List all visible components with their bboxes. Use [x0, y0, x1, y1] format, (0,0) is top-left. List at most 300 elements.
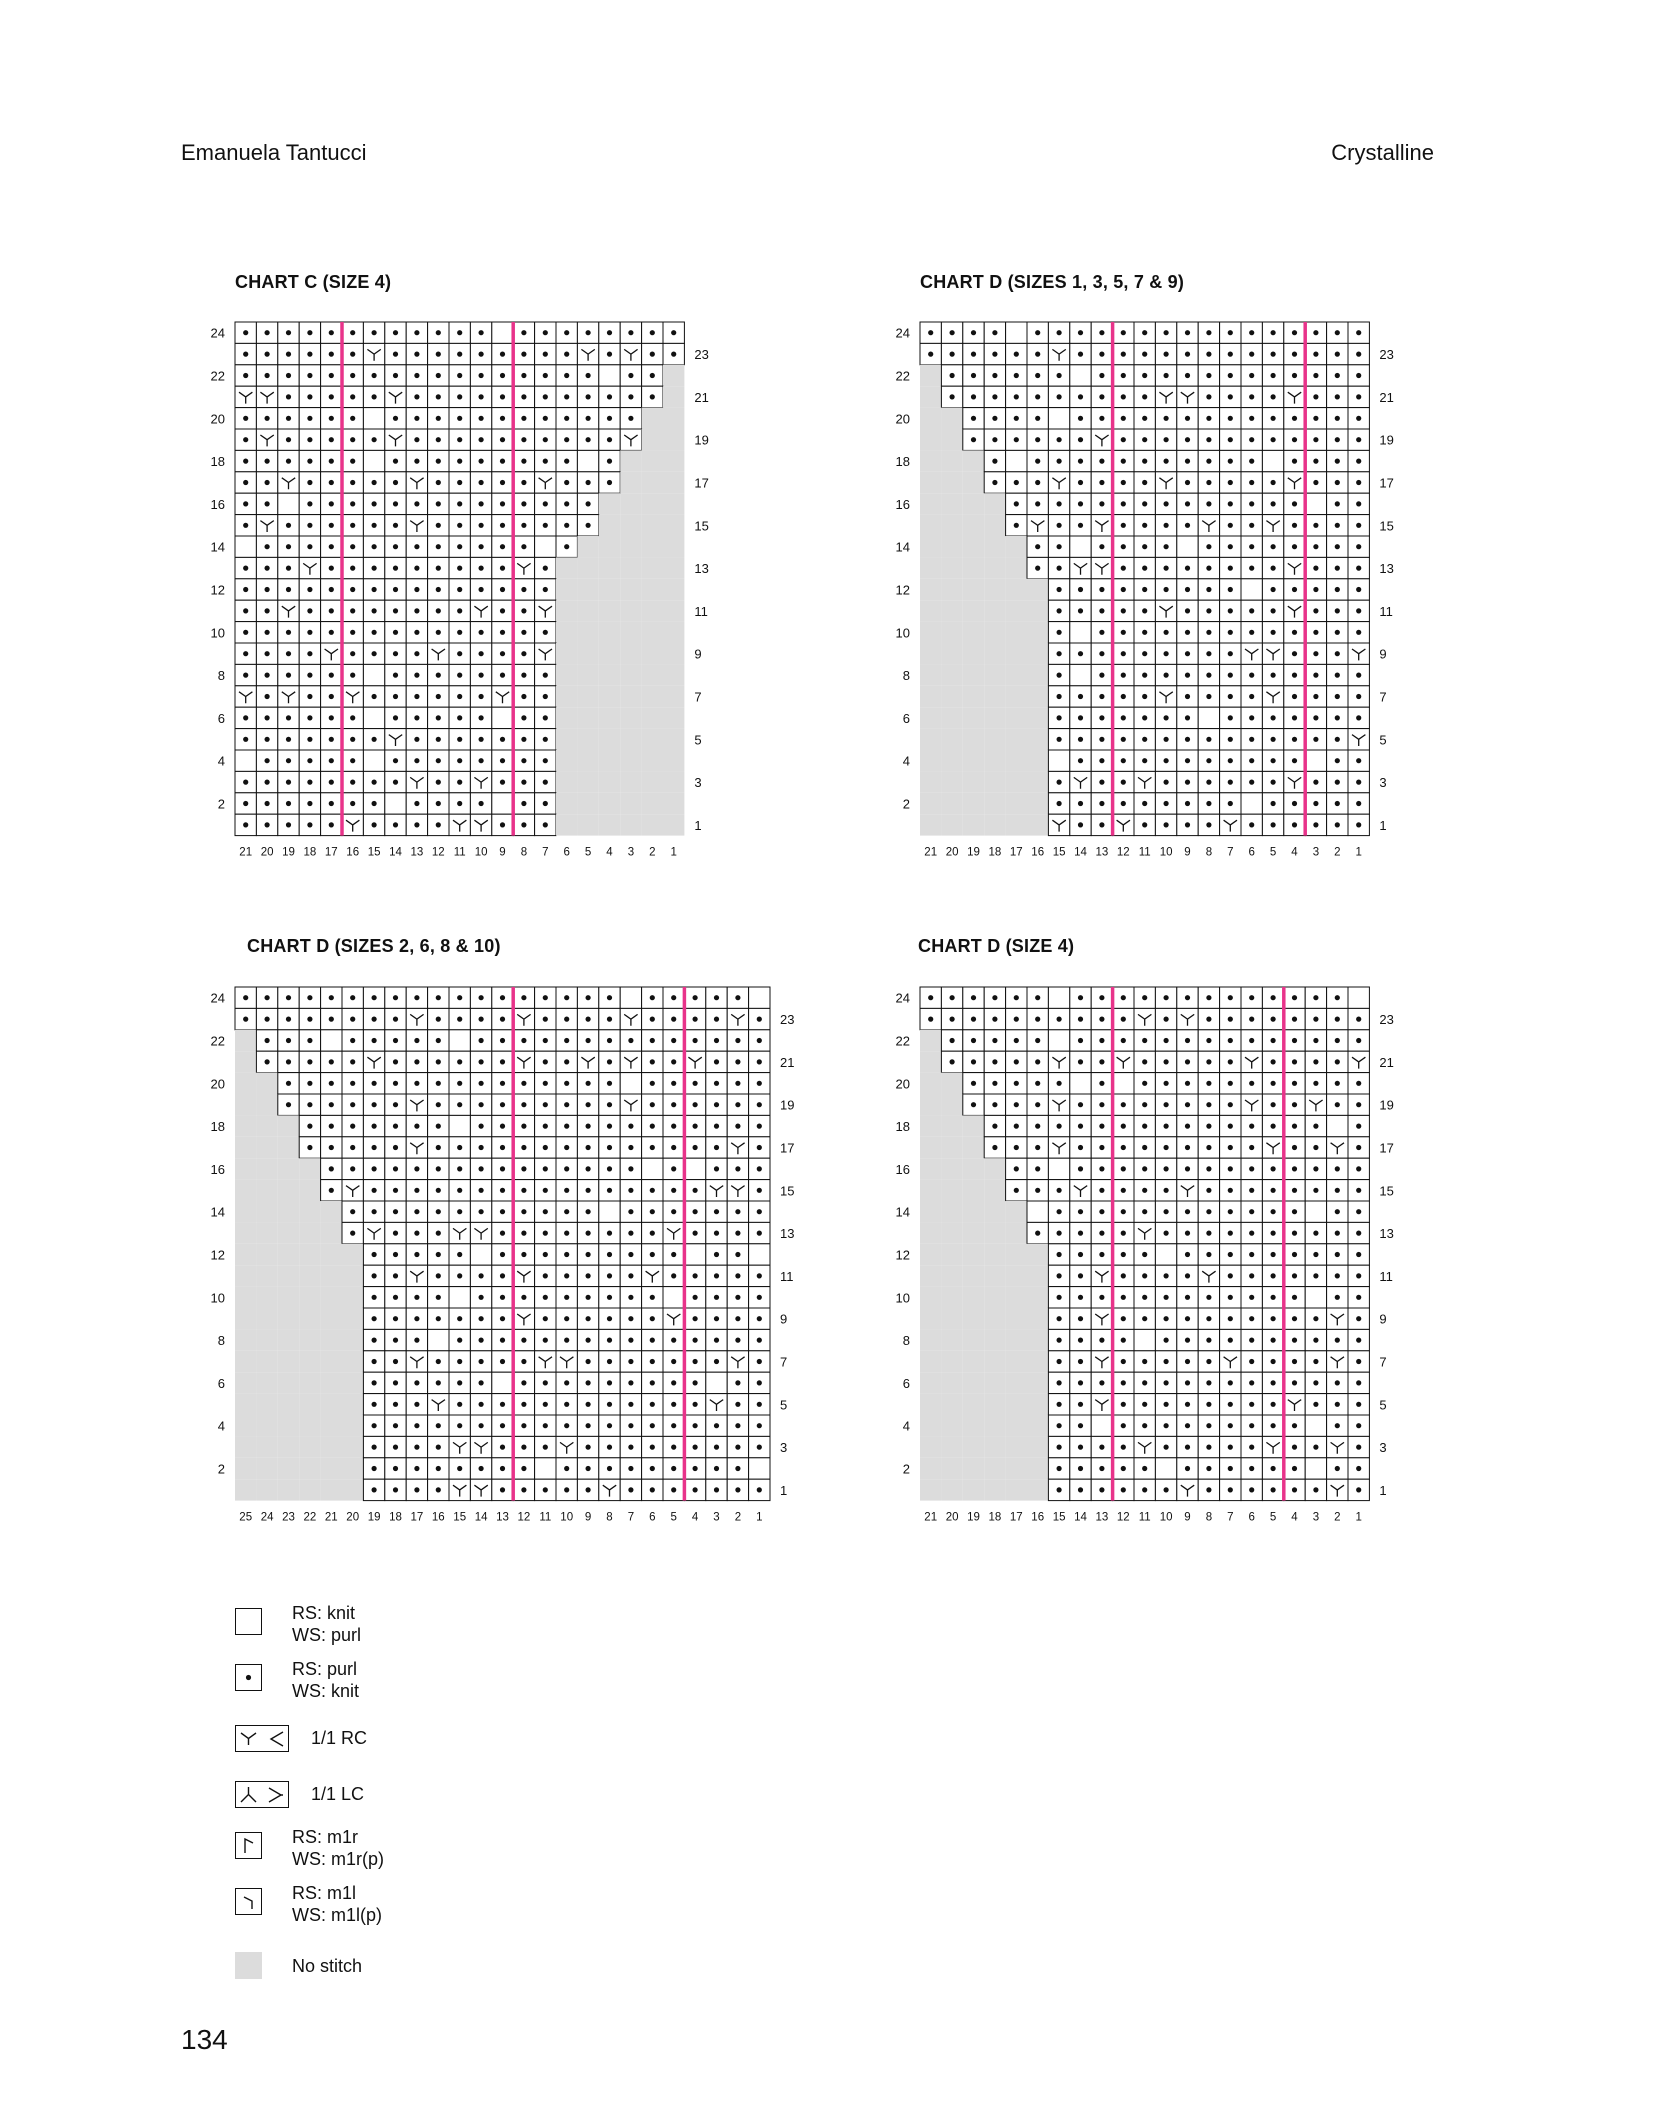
purl-dot	[1185, 1402, 1190, 1407]
purl-dot	[650, 1102, 655, 1107]
purl-dot	[1014, 373, 1019, 378]
purl-dot	[1142, 715, 1147, 720]
purl-dot	[1078, 480, 1083, 485]
purl-dot	[1142, 1188, 1147, 1193]
purl-dot	[1078, 1316, 1083, 1321]
purl-dot	[436, 544, 441, 549]
purl-dot	[436, 1359, 441, 1364]
purl-dot	[393, 1273, 398, 1278]
purl-dot	[671, 1017, 676, 1022]
purl-dot	[1121, 1124, 1126, 1129]
row-label-right: 23	[1379, 1012, 1394, 1028]
purl-dot	[1292, 1295, 1297, 1300]
no-stitch-cell	[663, 643, 684, 664]
purl-dot	[1185, 330, 1190, 335]
stitch-cell	[235, 750, 256, 771]
purl-dot	[457, 501, 462, 506]
no-stitch-cell	[1006, 729, 1027, 750]
purl-dot	[286, 437, 291, 442]
purl-dot	[372, 1316, 377, 1321]
stitch-cell	[1091, 1415, 1112, 1436]
purl-dot	[521, 651, 526, 656]
purl-dot	[1078, 694, 1083, 699]
purl-dot	[971, 437, 976, 442]
purl-dot	[457, 1017, 462, 1022]
purl-dot	[757, 1380, 762, 1385]
purl-dot	[714, 1038, 719, 1043]
purl-dot	[671, 1059, 676, 1064]
purl-dot	[457, 608, 462, 613]
purl-dot	[1206, 1338, 1211, 1343]
no-stitch-cell	[663, 771, 684, 792]
purl-dot	[735, 1380, 740, 1385]
purl-dot	[372, 1402, 377, 1407]
purl-dot	[1228, 459, 1233, 464]
purl-dot	[393, 651, 398, 656]
no-stitch-cell	[278, 1158, 299, 1179]
no-stitch-cell	[1027, 1394, 1048, 1415]
purl-dot	[586, 1359, 591, 1364]
purl-dot	[1356, 373, 1361, 378]
purl-dot	[521, 995, 526, 1000]
purl-dot	[1099, 651, 1104, 656]
purl-dot	[521, 737, 526, 742]
legend-rc-label: 1/1 RC	[311, 1728, 368, 1748]
purl-dot	[329, 352, 334, 357]
purl-dot	[1292, 673, 1297, 678]
stitch-cell	[620, 1073, 641, 1094]
purl-dot	[1356, 352, 1361, 357]
purl-dot	[372, 1038, 377, 1043]
no-stitch-cell	[235, 1137, 256, 1158]
purl-dot	[1228, 1209, 1233, 1214]
no-stitch-cell	[663, 386, 684, 407]
purl-dot	[671, 1145, 676, 1150]
no-stitch-cell	[941, 536, 962, 557]
purl-dot	[479, 1209, 484, 1214]
purl-dot	[1313, 1017, 1318, 1022]
purl-dot	[1164, 1059, 1169, 1064]
row-label-right: 21	[1379, 389, 1394, 405]
purl-dot	[735, 1102, 740, 1107]
purl-dot	[1121, 523, 1126, 528]
purl-dot	[1035, 437, 1040, 442]
purl-dot	[1335, 1038, 1340, 1043]
purl-dot	[1164, 1316, 1169, 1321]
purl-dot	[243, 373, 248, 378]
purl-dot	[436, 394, 441, 399]
purl-dot	[1356, 1252, 1361, 1257]
purl-dot	[1292, 1252, 1297, 1257]
purl-dot	[1121, 1188, 1126, 1193]
purl-dot	[1292, 1487, 1297, 1492]
purl-dot	[350, 1231, 355, 1236]
purl-dot	[1142, 1295, 1147, 1300]
purl-dot	[607, 1124, 612, 1129]
purl-dot	[1057, 587, 1062, 592]
purl-dot	[1335, 780, 1340, 785]
purl-dot	[1057, 630, 1062, 635]
purl-dot	[543, 1166, 548, 1171]
no-stitch-cell	[642, 707, 663, 728]
no-stitch-cell	[556, 686, 577, 707]
purl-dot	[329, 737, 334, 742]
purl-dot	[286, 352, 291, 357]
purl-dot	[1228, 587, 1233, 592]
purl-dot	[479, 1423, 484, 1428]
purl-dot	[1313, 416, 1318, 421]
purl-dot	[628, 1487, 633, 1492]
no-stitch-cell	[278, 1329, 299, 1350]
purl-dot	[607, 1445, 612, 1450]
purl-dot	[971, 352, 976, 357]
purl-dot	[479, 416, 484, 421]
purl-dot	[1356, 1380, 1361, 1385]
purl-dot	[1035, 1124, 1040, 1129]
row-label-right: 3	[1379, 775, 1387, 791]
no-stitch-cell	[920, 1351, 941, 1372]
purl-dot	[1271, 801, 1276, 806]
purl-dot	[1057, 1017, 1062, 1022]
purl-dot	[1228, 1017, 1233, 1022]
no-stitch-cell	[1027, 1329, 1048, 1350]
purl-dot	[1164, 1338, 1169, 1343]
purl-dot	[1228, 1038, 1233, 1043]
purl-dot	[757, 1445, 762, 1450]
purl-dot	[543, 501, 548, 506]
column-label: 6	[563, 846, 570, 859]
purl-dot	[1185, 1124, 1190, 1129]
no-stitch-cell	[1006, 771, 1027, 792]
purl-dot	[1335, 737, 1340, 742]
purl-dot	[1206, 330, 1211, 335]
no-stitch-cell	[620, 536, 641, 557]
purl-dot	[286, 416, 291, 421]
purl-dot	[1313, 1316, 1318, 1321]
purl-dot	[479, 352, 484, 357]
purl-dot	[414, 394, 419, 399]
column-label: 8	[1205, 846, 1213, 859]
no-stitch-cell	[642, 408, 663, 429]
purl-dot	[1271, 330, 1276, 335]
purl-dot	[329, 1166, 334, 1171]
purl-dot	[1292, 822, 1297, 827]
column-label: 13	[1095, 1511, 1109, 1524]
purl-dot	[693, 1445, 698, 1450]
purl-dot	[1249, 459, 1254, 464]
stitch-cell	[1070, 622, 1091, 643]
purl-dot	[1206, 1102, 1211, 1107]
no-stitch-cell	[963, 515, 984, 536]
purl-dot	[586, 1380, 591, 1385]
purl-dot	[1249, 780, 1254, 785]
purl-dot	[564, 330, 569, 335]
m1l-symbol	[235, 1888, 262, 1915]
no-stitch-cell	[299, 1458, 320, 1479]
purl-dot	[693, 1295, 698, 1300]
purl-dot	[500, 1338, 505, 1343]
purl-dot	[1206, 1145, 1211, 1150]
purl-dot	[1121, 673, 1126, 678]
no-stitch-cell	[321, 1244, 342, 1265]
stitch-cell	[1134, 1329, 1155, 1350]
purl-dot	[1014, 352, 1019, 357]
purl-dot	[414, 1081, 419, 1086]
row-label-right: 15	[780, 1183, 795, 1199]
column-label: 1	[756, 1511, 763, 1524]
row-label-right: 17	[1379, 475, 1394, 491]
purl-dot	[1142, 630, 1147, 635]
purl-dot	[393, 352, 398, 357]
purl-dot	[436, 1316, 441, 1321]
purl-dot	[693, 1145, 698, 1150]
purl-dot	[586, 373, 591, 378]
running-head-author: Emanuela Tantucci	[181, 140, 367, 165]
purl-dot	[607, 1166, 612, 1171]
purl-dot	[1249, 1316, 1254, 1321]
purl-dot	[521, 630, 526, 635]
purl-dot	[1014, 1188, 1019, 1193]
purl-dot	[1121, 608, 1126, 613]
purl-dot	[414, 416, 419, 421]
purl-dot	[650, 1252, 655, 1257]
no-stitch-cell	[620, 622, 641, 643]
purl-dot	[1185, 630, 1190, 635]
purl-dot	[521, 1188, 526, 1193]
no-stitch-cell	[920, 1329, 941, 1350]
stitch-cell	[363, 408, 384, 429]
purl-dot	[693, 1102, 698, 1107]
purl-dot	[372, 1273, 377, 1278]
purl-dot	[757, 1059, 762, 1064]
purl-dot	[671, 995, 676, 1000]
purl-dot	[543, 1445, 548, 1450]
purl-dot	[286, 630, 291, 635]
purl-dot	[714, 1252, 719, 1257]
purl-dot	[992, 1102, 997, 1107]
purl-dot	[650, 1466, 655, 1471]
purl-dot	[1335, 523, 1340, 528]
purl-dot	[628, 1466, 633, 1471]
purl-dot	[543, 995, 548, 1000]
purl-dot	[500, 1423, 505, 1428]
purl-dot	[414, 1209, 419, 1214]
no-stitch-cell	[963, 1158, 984, 1179]
no-stitch-cell	[1006, 1222, 1027, 1243]
no-stitch-cell	[1027, 771, 1048, 792]
row-label-right: 21	[1379, 1054, 1394, 1070]
purl-dot	[992, 394, 997, 399]
purl-dot	[1057, 1188, 1062, 1193]
purl-dot	[543, 1380, 548, 1385]
purl-dot	[1078, 587, 1083, 592]
purl-dot	[1206, 673, 1211, 678]
purl-dot	[650, 373, 655, 378]
purl-dot	[671, 1402, 676, 1407]
no-stitch-cell	[920, 771, 941, 792]
no-stitch-cell	[920, 600, 941, 621]
purl-dot	[1356, 694, 1361, 699]
purl-dot	[564, 1038, 569, 1043]
purl-dot	[1164, 1359, 1169, 1364]
purl-dot	[628, 1252, 633, 1257]
no-stitch-cell	[920, 1265, 941, 1286]
purl-dot	[1249, 1445, 1254, 1450]
purl-dot	[1121, 1445, 1126, 1450]
purl-dot	[350, 459, 355, 464]
row-label-left: 20	[895, 1076, 910, 1092]
purl-dot	[286, 373, 291, 378]
purl-dot	[1228, 1188, 1233, 1193]
purl-dot	[1313, 1252, 1318, 1257]
purl-dot	[607, 1380, 612, 1385]
purl-dot	[1185, 587, 1190, 592]
row-label-right: 9	[1379, 1311, 1387, 1327]
purl-dot	[1292, 1380, 1297, 1385]
purl-dot	[1206, 1166, 1211, 1171]
stitch-cell	[1070, 536, 1091, 557]
purl-dot	[628, 1124, 633, 1129]
no-stitch-cell	[941, 814, 962, 835]
purl-dot	[1356, 1338, 1361, 1343]
purl-dot	[1142, 694, 1147, 699]
purl-dot	[436, 1273, 441, 1278]
no-stitch-cell	[235, 1030, 256, 1051]
purl-dot	[607, 1038, 612, 1043]
purl-dot	[1206, 1081, 1211, 1086]
purl-dot	[671, 1359, 676, 1364]
purl-dot	[1292, 587, 1297, 592]
purl-dot	[329, 566, 334, 571]
purl-dot	[1121, 330, 1126, 335]
row-label-right: 9	[780, 1311, 788, 1327]
purl-dot	[1228, 501, 1233, 506]
no-stitch-cell	[984, 600, 1005, 621]
stitch-cell	[449, 1115, 470, 1136]
purl-dot	[479, 587, 484, 592]
purl-dot	[307, 1081, 312, 1086]
no-stitch-cell	[663, 686, 684, 707]
purl-dot	[607, 330, 612, 335]
purl-dot	[628, 1231, 633, 1236]
purl-dot	[521, 673, 526, 678]
purl-dot	[1292, 544, 1297, 549]
purl-dot	[479, 1059, 484, 1064]
row-label-right: 5	[780, 1397, 788, 1413]
no-stitch-cell	[941, 450, 962, 471]
legend-m1r-rs: RS: m1r	[292, 1827, 359, 1847]
purl-dot	[1121, 1017, 1126, 1022]
purl-dot	[543, 330, 548, 335]
purl-dot	[436, 330, 441, 335]
purl-dot	[350, 480, 355, 485]
purl-dot	[564, 1059, 569, 1064]
purl-dot	[564, 1316, 569, 1321]
column-label: 11	[453, 846, 466, 859]
purl-dot	[1292, 1124, 1297, 1129]
column-label: 8	[520, 846, 528, 859]
purl-dot	[1142, 416, 1147, 421]
purl-dot	[735, 1402, 740, 1407]
no-stitch-cell	[941, 1458, 962, 1479]
purl-dot	[650, 1402, 655, 1407]
purl-dot	[479, 330, 484, 335]
purl-dot	[543, 758, 548, 763]
purl-dot	[671, 1102, 676, 1107]
purl-dot	[1313, 566, 1318, 571]
row-label-left: 2	[902, 796, 910, 812]
purl-dot	[1142, 394, 1147, 399]
purl-dot	[1142, 1081, 1147, 1086]
purl-dot	[329, 416, 334, 421]
purl-dot	[521, 822, 526, 827]
purl-dot	[414, 715, 419, 720]
no-stitch-cell	[321, 1372, 342, 1393]
chart-d-odd-title: CHART D (SIZES 1, 3, 5, 7 & 9)	[920, 272, 1185, 292]
purl-dot	[436, 501, 441, 506]
purl-dot	[1292, 416, 1297, 421]
purl-dot	[1057, 1402, 1062, 1407]
no-stitch-cell	[620, 450, 641, 471]
purl-dot	[1078, 1466, 1083, 1471]
purl-dot	[1335, 1402, 1340, 1407]
row-label-left: 12	[210, 582, 225, 598]
no-stitch-cell	[1006, 1244, 1027, 1265]
purl-dot	[1057, 1124, 1062, 1129]
purl-dot	[500, 1402, 505, 1407]
purl-dot	[457, 1102, 462, 1107]
purl-dot	[543, 1102, 548, 1107]
purl-dot	[436, 437, 441, 442]
no-stitch-cell	[984, 1329, 1005, 1350]
no-stitch-cell	[963, 1436, 984, 1457]
purl-dot	[950, 995, 955, 1000]
purl-dot	[521, 1445, 526, 1450]
purl-dot	[500, 608, 505, 613]
purl-dot	[1035, 352, 1040, 357]
column-label: 17	[410, 1511, 424, 1524]
purl-dot	[1142, 1145, 1147, 1150]
purl-dot	[1185, 1166, 1190, 1171]
no-stitch-cell	[920, 750, 941, 771]
no-stitch-cell	[963, 1415, 984, 1436]
no-stitch-cell	[963, 1222, 984, 1243]
purl-dot	[1099, 1466, 1104, 1471]
purl-dot	[1313, 608, 1318, 613]
purl-dot	[1335, 330, 1340, 335]
m1r-symbol	[235, 1832, 262, 1859]
no-stitch-cell	[984, 1351, 1005, 1372]
purl-dot	[543, 822, 548, 827]
purl-dot	[543, 566, 548, 571]
purl-dot	[393, 1017, 398, 1022]
purl-dot	[1228, 1338, 1233, 1343]
purl-dot	[479, 1380, 484, 1385]
column-label: 10	[1159, 1511, 1173, 1524]
purl-dot	[1271, 1252, 1276, 1257]
row-label-right: 11	[694, 603, 708, 619]
purl-dot	[457, 1466, 462, 1471]
stitch-cell	[1155, 1244, 1176, 1265]
purl-dot	[757, 1402, 762, 1407]
column-label: 11	[1138, 1511, 1151, 1524]
no-stitch-cell	[642, 600, 663, 621]
no-stitch-cell	[620, 686, 641, 707]
purl-dot	[1164, 544, 1169, 549]
no-stitch-cell	[577, 600, 598, 621]
purl-dot	[1292, 630, 1297, 635]
stitch-cell	[749, 1244, 770, 1265]
